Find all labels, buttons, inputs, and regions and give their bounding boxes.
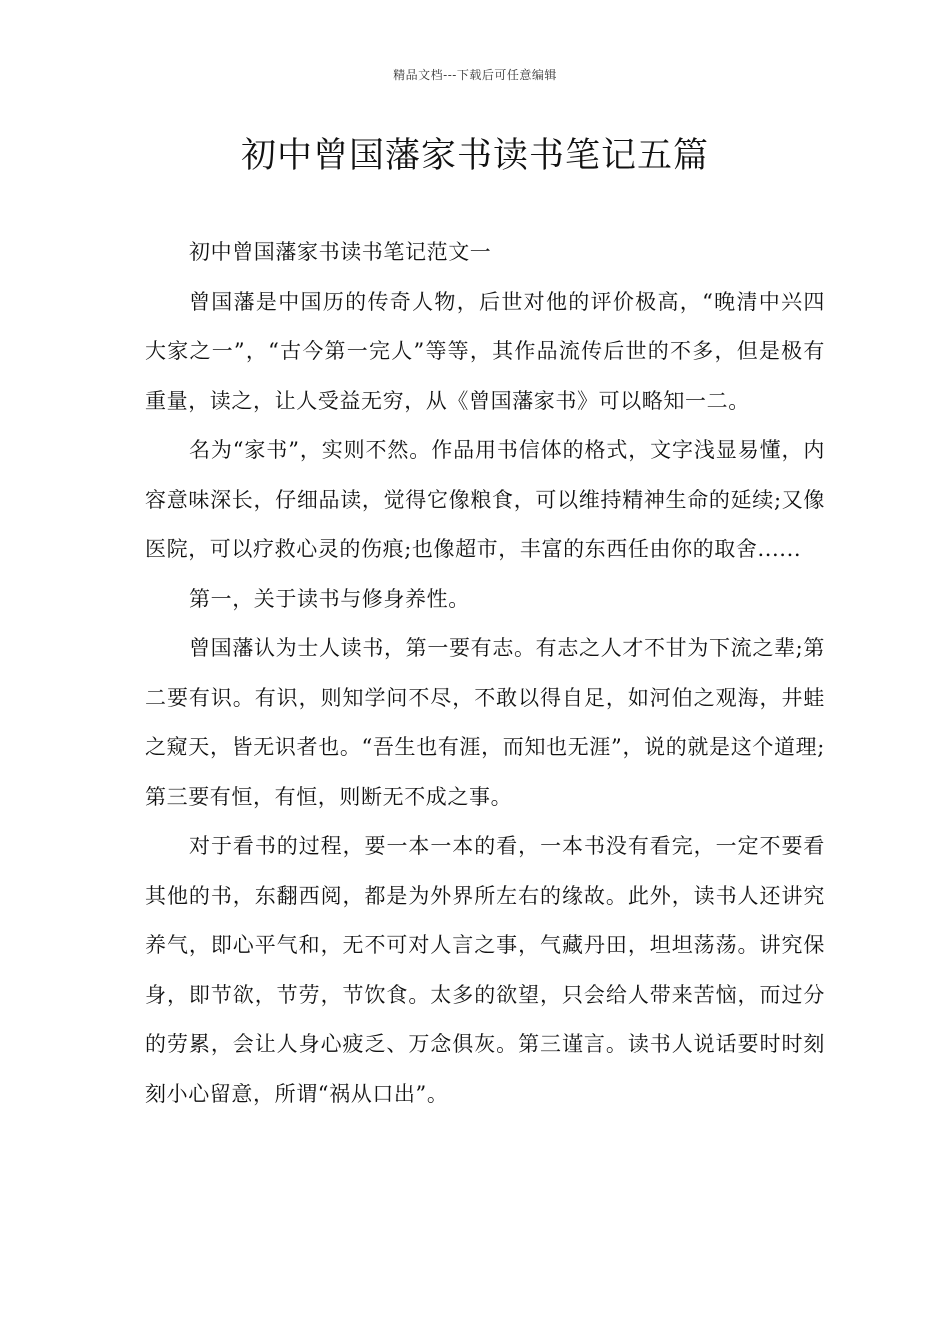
header-note: 精品文档---下载后可任意编辑 xyxy=(393,68,557,82)
paragraph-intro: 曾国藩是中国历的传奇人物，后世对他的评价极高，“晚清中兴四大家之一”，“古今第一完人”等等，其作品流传后世的不多，但是极有重量，读之，让人受益无穷，从《曾国藩家书》可以略知一二。 xyxy=(145,289,825,413)
paragraph-family-letters: 名为“家书”，实则不然。作品用书信体的格式，文字浅显易懂，内容意味深长，仔细品读，觉得它像粮食，可以维持精神生命的延续;又像医院，可以疗救心灵的伤痕;也像超市，丰富的东西任由你的取舍...... xyxy=(145,438,825,561)
paragraph-reading-aims: 曾国藩认为士人读书，第一要有志。有志之人才不甘为下流之辈;第二要有识。有识，则知学问不尽，不敢以得自足，如河伯之观海，井蛙之窥天，皆无识者也。“吾生也有涯，而知也无涯”，说的就是这个道理;第三要有恒，有恒，则断无不成之事。 xyxy=(145,636,825,809)
paragraph-subtitle: 初中曾国藩家书读书笔记范文一 xyxy=(189,240,492,264)
document-body xyxy=(145,228,825,1119)
paragraph-section-heading: 第一，关于读书与修身养性。 xyxy=(189,586,470,611)
document-title: 初中曾国藩家书读书笔记五篇 xyxy=(240,136,709,176)
paragraph-reading-process: 对于看书的过程，要一本一本的看，一本书没有看完，一定不要看其他的书，东翻西阅，都是为外界所左右的缘故。此外，读书人还讲究养气，即心平气和，无不可对人言之事，气藏丹田，坦坦荡荡。讲究保身，即节欲，节劳，节饮食。太多的欲望，只会给人带来苦恼，而过分的劳累，会让人身心疲乏、万念俱灰。第三谨言。读书人说话要时时刻刻小心留意，所谓“祸从口出”。 xyxy=(145,834,825,1106)
